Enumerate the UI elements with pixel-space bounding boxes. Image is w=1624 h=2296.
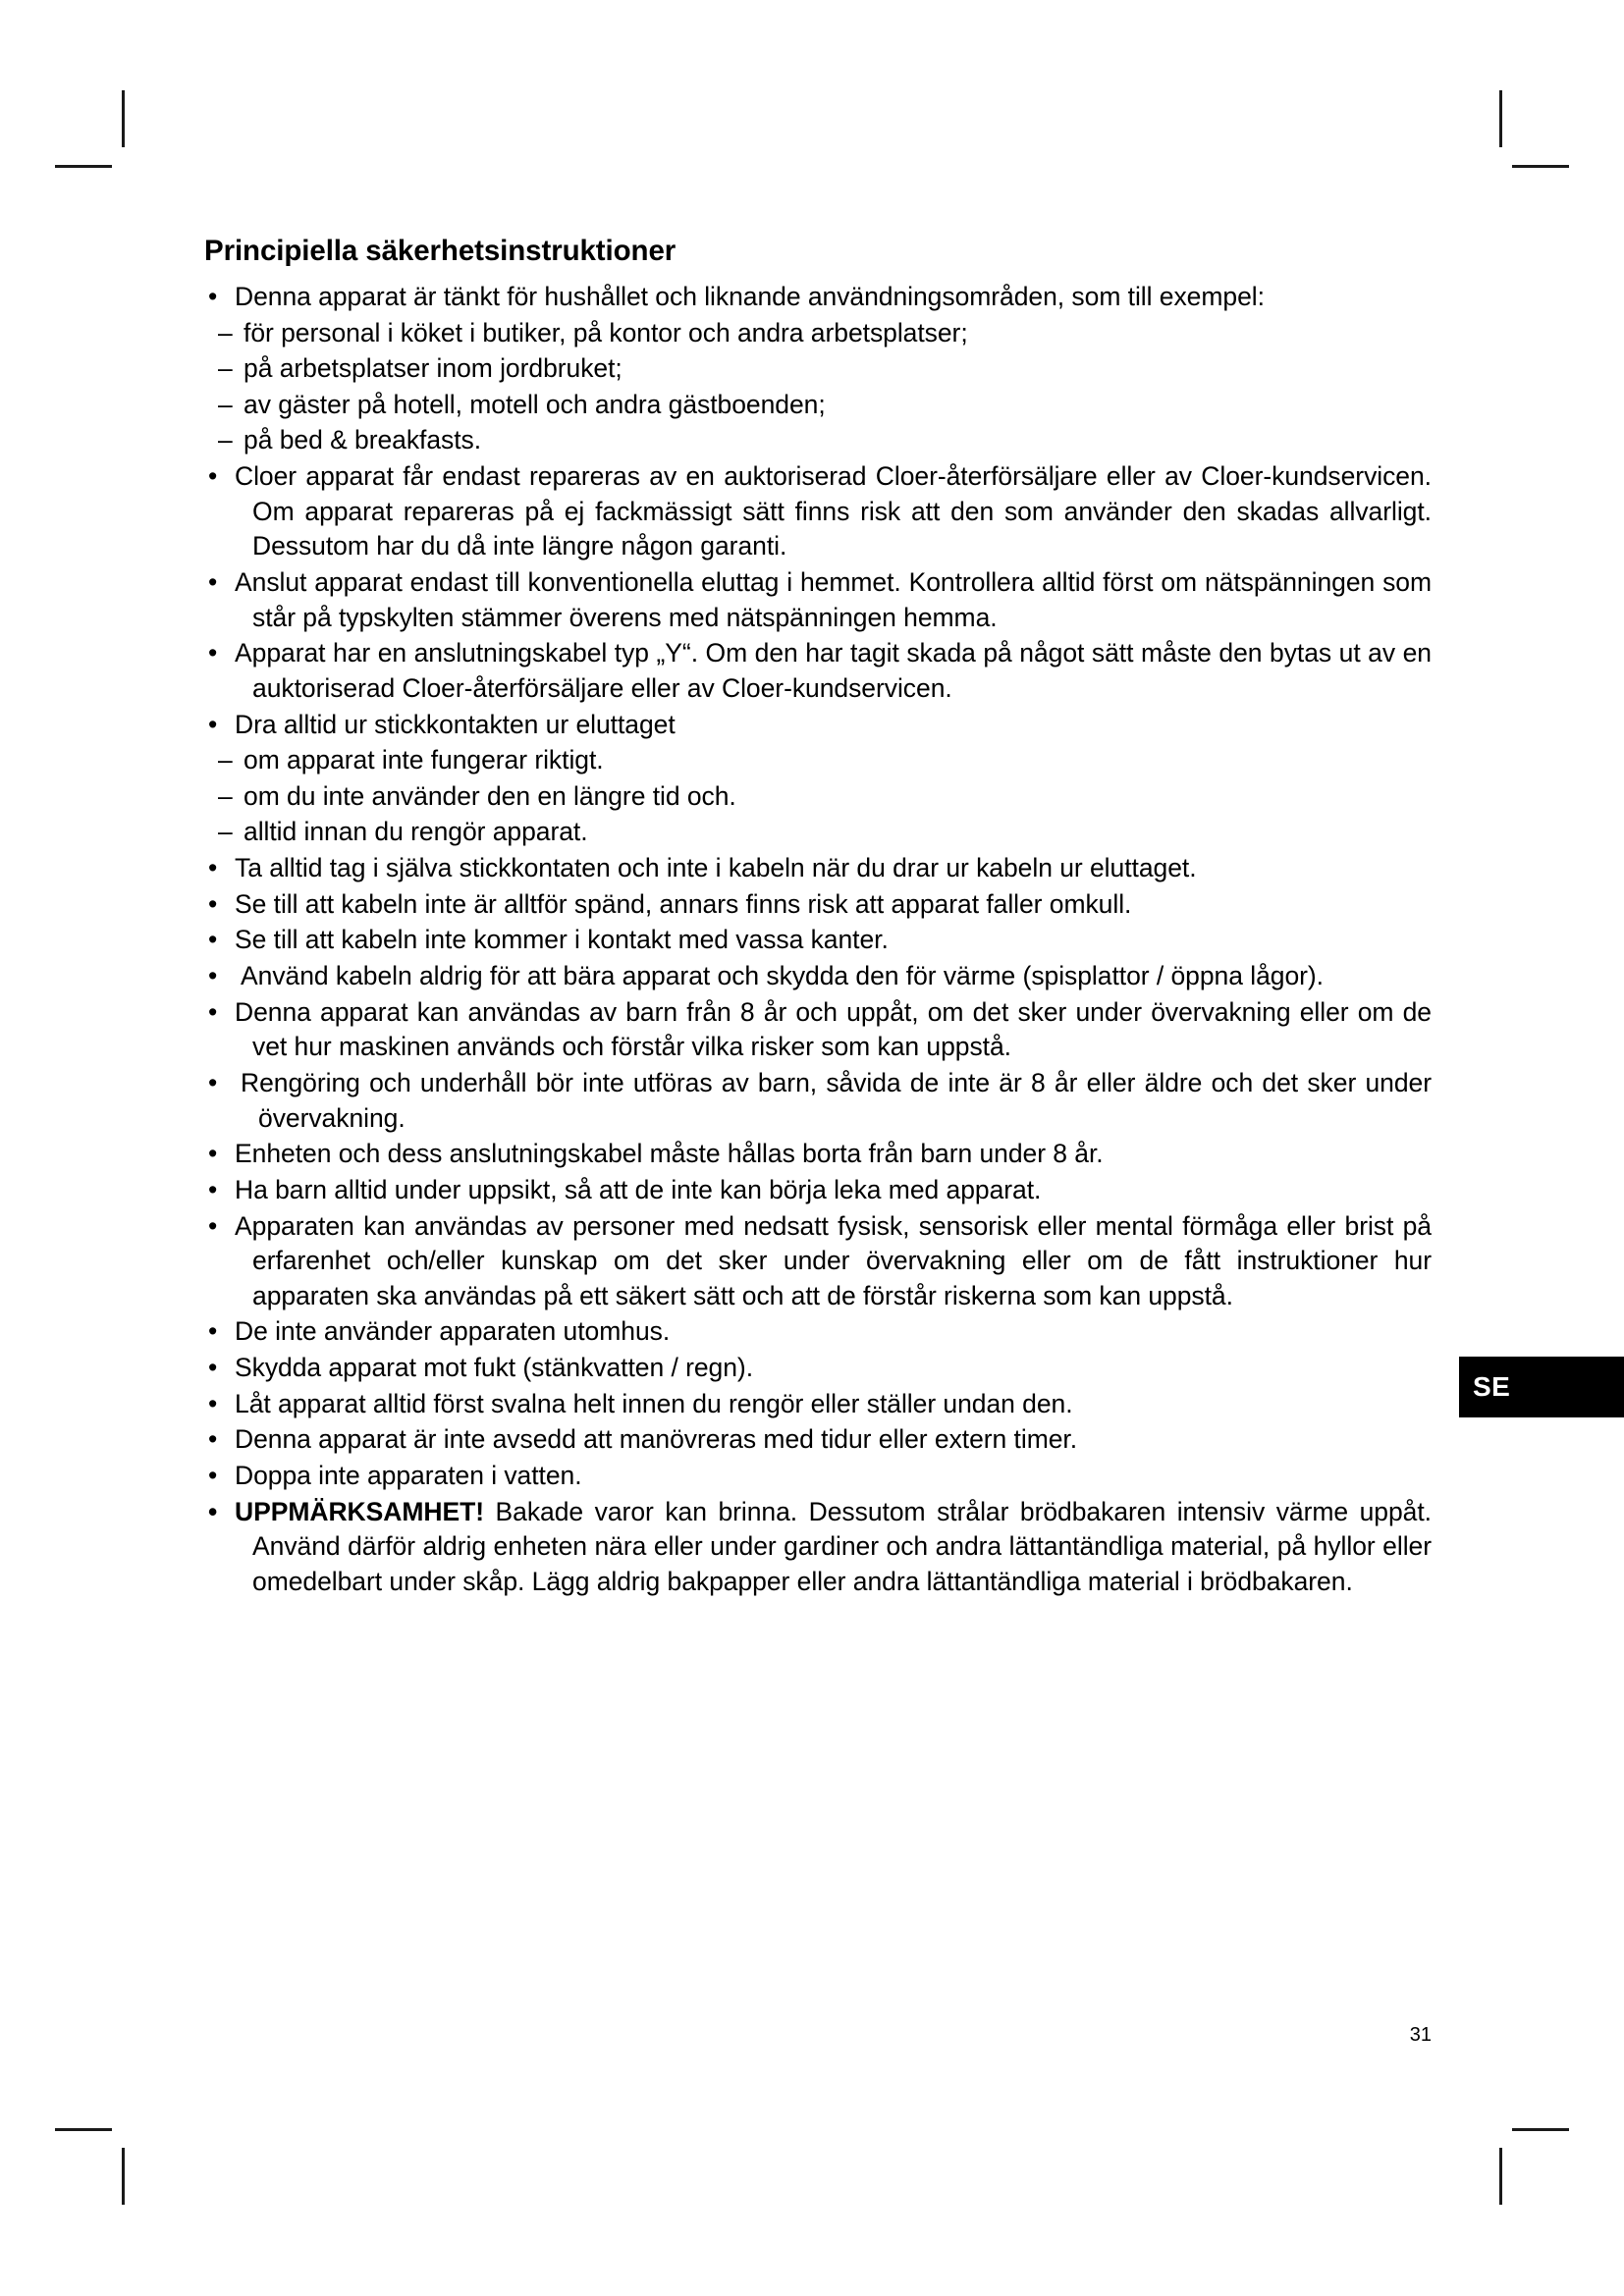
list-item-text: De inte använder apparaten utomhus. [235, 1316, 671, 1347]
attention-text: Bakade varor kan brinna. Dessutom strålar brödbakaren intensiv värme uppåt. Använd därför aldrig enheten nära eller under gardiner och andra lättantändliga material, på hyllor eller omedelbart under skåp. Lägg aldrig bakpapper eller andra lättantändliga material i brödbakaren. [252, 1496, 1432, 1596]
crop-mark-bottom-right-vertical [1499, 2148, 1502, 2205]
page-number: 31 [1409, 2024, 1432, 2046]
dash-icon: – [218, 317, 233, 347]
dash-icon: – [218, 353, 233, 384]
list-item-text: på arbetsplatser inom jordbruket; [244, 353, 623, 384]
list-item [204, 1137, 1432, 1172]
list-item-text: Låt apparat alltid först svalna helt innen du rengör eller ställer undan den. [235, 1388, 1073, 1418]
bullet-icon: • [208, 1210, 218, 1241]
list-item [204, 459, 1432, 564]
list-item-text: Skydda apparat mot fukt (stänkvatten / regn). [235, 1353, 754, 1383]
list-item [204, 636, 1432, 706]
list-item-text: om apparat inte fungerar riktigt. [244, 745, 604, 775]
bullet-icon: • [208, 961, 218, 991]
dash-icon: – [218, 745, 233, 775]
attention-label: UPPMÄRKSAMHET! [235, 1496, 484, 1526]
bullet-icon: • [208, 1139, 218, 1169]
list-item [204, 923, 1432, 958]
list-item [204, 1066, 1432, 1136]
bullet-icon: • [208, 1316, 218, 1347]
dash-icon: – [218, 780, 233, 811]
crop-mark-bottom-left-vertical [122, 2148, 125, 2205]
bullet-icon: • [208, 567, 218, 597]
list-item [204, 565, 1432, 635]
bullet-icon: • [208, 925, 218, 955]
list-item [204, 708, 1432, 743]
list-item-text: för personal i köket i butiker, på kontor och andra arbetsplatser; [244, 317, 968, 347]
dash-icon: – [218, 389, 233, 419]
bullet-icon: • [208, 709, 218, 739]
list-item [204, 743, 1432, 778]
bullet-icon: • [208, 1496, 218, 1526]
list-item-text: Dra alltid ur stickkontakten ur eluttaget [235, 709, 676, 739]
list-item-text: Denna apparat är inte avsedd att manövreras med tidur eller extern timer. [235, 1424, 1078, 1455]
list-item-attention [204, 1495, 1432, 1600]
list-item-text: Enheten och dess anslutningskabel måste hållas borta från barn under 8 år. [235, 1139, 1104, 1169]
list-item [204, 959, 1432, 994]
crop-mark-top-right-vertical [1499, 90, 1502, 147]
list-item-text: Denna apparat är tänkt för hushållet och liknande användningsområden, som till exempel: [235, 281, 1265, 311]
list-item [204, 388, 1432, 423]
list-item-text: Ta alltid tag i själva stickkontaten och inte i kabeln när du drar ur kabeln ur eluttaget. [235, 853, 1197, 883]
list-item [204, 1173, 1432, 1208]
safety-instructions-list [204, 280, 1432, 1600]
bullet-icon: • [208, 1461, 218, 1491]
list-item-text: alltid innan du rengör apparat. [244, 817, 588, 847]
list-item-text: Ha barn alltid under uppsikt, så att de inte kan börja leka med apparat. [235, 1174, 1042, 1204]
bullet-icon: • [208, 888, 218, 919]
page-title: Principiella säkerhetsinstruktioner [204, 235, 677, 267]
crop-mark-bottom-right-horizontal [1512, 2128, 1569, 2131]
list-item [204, 280, 1432, 315]
bullet-icon: • [208, 1353, 218, 1383]
list-item-text [235, 1495, 1432, 1600]
language-tab-se: SE [1459, 1357, 1624, 1417]
list-item [204, 1459, 1432, 1494]
bullet-icon: • [208, 1067, 218, 1097]
list-item-text: Använd kabeln aldrig för att bära apparat och skydda den för värme (spisplattor / öppna lågor). [241, 961, 1324, 991]
list-item [204, 1351, 1432, 1386]
crop-mark-top-right-horizontal [1512, 165, 1569, 168]
list-item-text: Denna apparat kan användas av barn från 8 år och uppåt, om det sker under övervakning eller om de vet hur maskinen används och förstår vilka risker som kan uppstå. [235, 996, 1432, 1062]
bullet-icon: • [208, 853, 218, 883]
list-item [204, 779, 1432, 815]
list-item-text: Apparat har en anslutningskabel typ „Y“. Om den har tagit skada på något sätt måste den bytas ut av en auktoriserad Cloer-återförsäljare eller av Cloer-kundservicen. [235, 638, 1432, 703]
list-item [204, 851, 1432, 886]
bullet-icon: • [208, 1388, 218, 1418]
list-item-text: av gäster på hotell, motell och andra gästboenden; [244, 389, 826, 419]
list-item [204, 1314, 1432, 1350]
crop-mark-top-left-horizontal [55, 165, 112, 168]
list-item [204, 1209, 1432, 1314]
list-item [204, 316, 1432, 351]
bullet-icon: • [208, 1424, 218, 1455]
list-item [204, 423, 1432, 458]
bullet-icon: • [208, 281, 218, 311]
dash-icon: – [218, 817, 233, 847]
list-item-text: Apparaten kan användas av personer med nedsatt fysisk, sensorisk eller mental förmåga eller brist på erfarenhet och/eller kunskap om det sker under övervakning eller om de fått instruktioner hur apparaten ska användas på ett säkert sätt och att de förstår riskerna som kan uppstå. [235, 1210, 1432, 1310]
document-content [204, 234, 1432, 1601]
bullet-icon: • [208, 996, 218, 1027]
dash-icon: – [218, 425, 233, 455]
list-item-text: Se till att kabeln inte kommer i kontakt med vassa kanter. [235, 925, 889, 955]
list-item-text: på bed & breakfasts. [244, 425, 482, 455]
list-item [204, 351, 1432, 387]
list-item-text: Cloer apparat får endast repareras av en auktoriserad Cloer-återförsäljare eller av Cloer-kundservicen. Om apparat repareras på ej fackmässigt sätt finns risk att den som använder den skadas allvarligt. Dessutom har du då inte längre någon garanti. [235, 461, 1432, 561]
list-item [204, 995, 1432, 1065]
list-item-text: Rengöring och underhåll bör inte utföras av barn, såvida de inte är 8 år eller äldre och det sker under övervakning. [241, 1067, 1432, 1133]
crop-mark-top-left-vertical [122, 90, 125, 147]
list-item [204, 1387, 1432, 1422]
list-item [204, 1422, 1432, 1458]
bullet-icon: • [208, 461, 218, 492]
list-item-text: Anslut apparat endast till konventionella eluttag i hemmet. Kontrollera alltid först om nätspänningen som står på typskylten stämmer överens med nätspänningen hemma. [235, 567, 1432, 632]
list-item-text: om du inte använder den en längre tid och. [244, 780, 736, 811]
bullet-icon: • [208, 638, 218, 668]
crop-mark-bottom-left-horizontal [55, 2128, 112, 2131]
bullet-icon: • [208, 1174, 218, 1204]
list-item-text: Se till att kabeln inte är alltför spänd, annars finns risk att apparat faller omkull. [235, 888, 1132, 919]
list-item [204, 887, 1432, 923]
list-item-text: Doppa inte apparaten i vatten. [235, 1461, 582, 1491]
list-item [204, 815, 1432, 850]
